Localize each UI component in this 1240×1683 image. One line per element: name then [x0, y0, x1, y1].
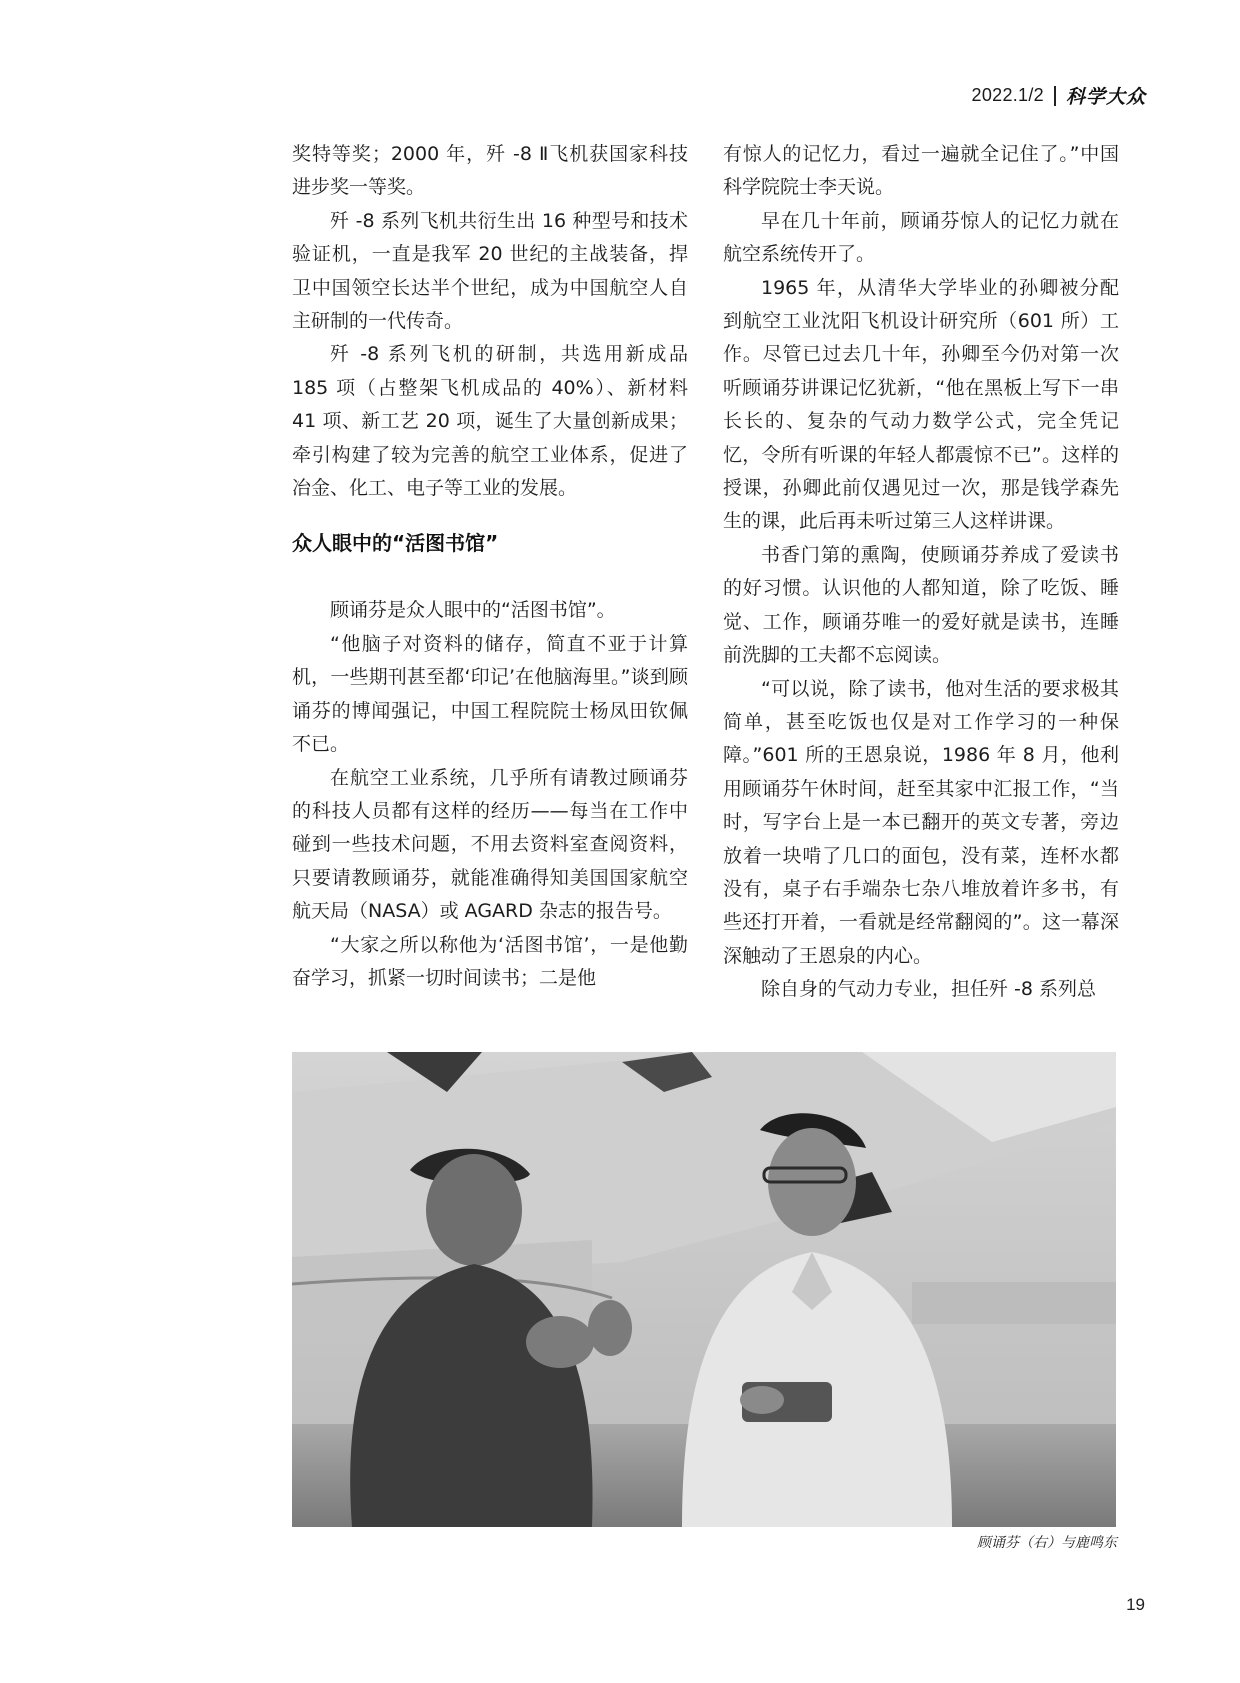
photo-two-engineers-by-jet: [292, 1052, 1116, 1527]
paragraph: “大家之所以称他为‘活图书馆’，一是他勤奋学习，抓紧一切时间读书；二是他: [292, 933, 688, 989]
paragraph: 有惊人的记忆力，看过一遍就全记住了。”中国科学院院士李天说。: [723, 143, 1119, 199]
section-heading: 众人眼中的“活图书馆”: [292, 531, 499, 556]
photo-illustration: [292, 1052, 1116, 1527]
issue-date: 2022.1/2: [971, 85, 1044, 105]
paragraph: 早在几十年前，顾诵芬惊人的记忆力就在航空系统传开了。: [723, 209, 1119, 266]
right-column: [723, 138, 1119, 1007]
paragraph: 除自身的气动力专业，担任歼 -8 系列总: [761, 978, 1097, 1001]
paragraph: 歼 -8 系列飞机的研制，共选用新成品 185 项（占整架飞机成品的 40%）、新材料 41 项、新工艺 20 项，诞生了大量创新成果；牵引构建了较为完善的航空工业体系，促进了冶金、化工、电子等工业的发展。: [292, 343, 688, 500]
paragraph: 1965 年，从清华大学毕业的孙卿被分配到航空工业沈阳飞机设计研究所（601 所）工作。尽管已过去几十年，孙卿至今仍对第一次听顾诵芬讲课记忆犹新，“他在黑板上写下一串长长的、复杂的气动力数学公式，完全凭记忆，令所有听课的年轻人都震惊不已”。这样的授课，孙卿此前仅遇见过一次，那是钱学森先生的课，此后再未听过第三人这样讲课。: [723, 276, 1119, 533]
paragraph: 顾诵芬是众人眼中的“活图书馆”。: [330, 599, 616, 622]
page-number: 19: [1126, 1595, 1145, 1614]
magazine-logo: 科学大众: [1065, 86, 1146, 108]
paragraph: 在航空工业系统，几乎所有请教过顾诵芬的科技人员都有这样的经历——每当在工作中碰到一些技术问题，不用去资料室查阅资料，只要请教顾诵芬，就能准确得知美国国家航空航天局（NASA）或 AGARD 杂志的报告号。: [292, 766, 688, 923]
header-divider: [1054, 86, 1056, 106]
paragraph: 歼 -8 系列飞机共衍生出 16 种型号和技术验证机，一直是我军 20 世纪的主战装备，捍卫中国领空长达半个世纪，成为中国航空人自主研制的一代传奇。: [292, 209, 688, 333]
paragraph: “他脑子对资料的储存，简直不亚于计算机，一些期刊甚至都‘印记’在他脑海里。”谈到顾诵芬的博闻强记，中国工程院院士杨凤田钦佩不已。: [292, 632, 688, 756]
paragraph: “可以说，除了读书，他对生活的要求极其简单，甚至吃饭也仅是对工作学习的一种保障。”601 所的王恩泉说，1986 年 8 月，他利用顾诵芬午休时间，赶至其家中汇报工作，“当时，写字台上是一本已翻开的英文专著，旁边放着一块啃了几口的面包，没有菜，连杯水都没有，桌子右手端杂七杂八堆放着许多书，有些还打开着，一看就是经常翻阅的”。这一幕深深触动了王恩泉的内心。: [723, 677, 1119, 967]
left-column: [292, 138, 688, 995]
paragraph: 书香门第的熏陶，使顾诵芬养成了爱读书的好习惯。认识他的人都知道，除了吃饭、睡觉、工作，顾诵芬唯一的爱好就是读书，连睡前洗脚的工夫都不忘阅读。: [723, 543, 1119, 667]
page-header: [972, 82, 1146, 109]
photo-caption: 顾诵芬（右）与鹿鸣东: [977, 1535, 1117, 1551]
paragraph: 奖特等奖；2000 年，歼 -8 Ⅱ飞机获国家科技进步奖一等奖。: [292, 143, 688, 199]
